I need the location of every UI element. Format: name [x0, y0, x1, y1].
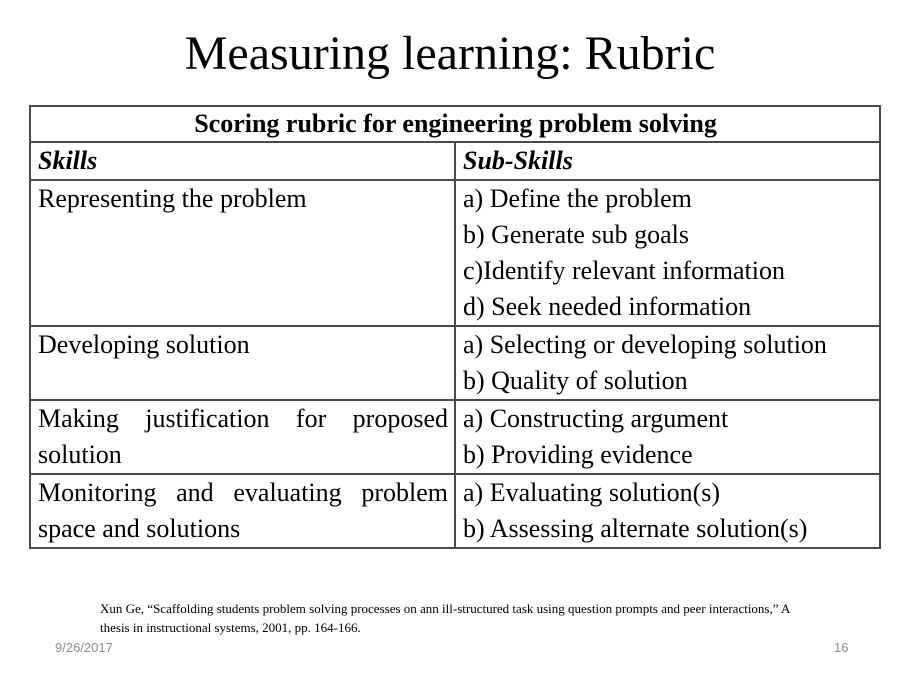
column-header-sub-skills: Sub-Skills [455, 142, 880, 180]
footer-page-number: 16 [834, 640, 849, 655]
skill-cell: Representing the problem [30, 180, 455, 326]
skill-cell: Monitoring and evaluating problem space and solutions [30, 474, 455, 548]
table-row [30, 180, 880, 326]
sub-skill-item: a) Constructing argument [463, 404, 729, 433]
citation: Xun Ge, “Scaffolding students problem solving processes on ann ill-structured task using question prompts and peer interactions,” A thesis in instructional systems, 2001, pp. 164-166. [100, 601, 790, 635]
sub-skill-item: a) Selecting or developing solution [463, 330, 827, 359]
sub-skills-cell [455, 326, 880, 400]
table-header-row [30, 142, 880, 180]
sub-skill-item: d) Seek needed information [463, 292, 752, 321]
sub-skill-item: c)Identify relevant information [463, 256, 785, 285]
sub-skills-cell [455, 180, 880, 326]
skill-cell: Making justification for proposed solution [30, 400, 455, 474]
skill-cell: Developing solution [30, 326, 455, 400]
table-row [30, 474, 880, 548]
table-caption-row [30, 106, 880, 142]
sub-skill-item: b) Assessing alternate solution(s) [463, 514, 808, 543]
table-row [30, 326, 880, 400]
sub-skill-item: a) Evaluating solution(s) [463, 478, 721, 507]
sub-skill-item: b) Providing evidence [463, 440, 693, 469]
table-row [30, 400, 880, 474]
table-caption: Scoring rubric for engineering problem solving [30, 106, 880, 142]
sub-skills-cell [455, 474, 880, 548]
footer-date: 9/26/2017 [55, 640, 113, 655]
rubric-table [29, 105, 881, 549]
slide-title: Measuring learning: Rubric [184, 27, 716, 80]
sub-skill-item: b) Quality of solution [463, 366, 688, 395]
sub-skill-item: a) Define the problem [463, 184, 692, 213]
column-header-skills: Skills [30, 142, 455, 180]
sub-skill-item: b) Generate sub goals [463, 220, 689, 249]
sub-skills-cell [455, 400, 880, 474]
